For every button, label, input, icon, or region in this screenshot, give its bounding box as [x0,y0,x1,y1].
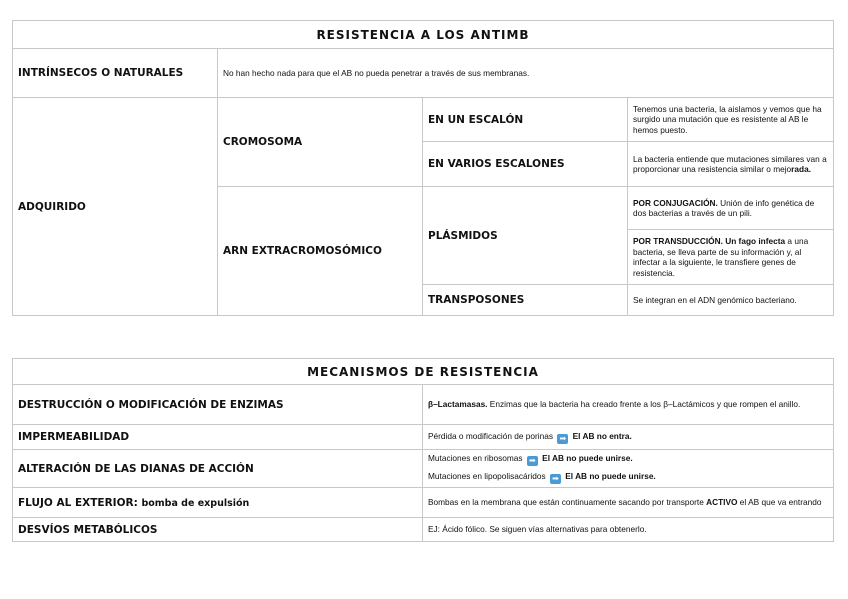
conjugacion-desc: POR CONJUGACIÓN. Unión de info genética de dos bacterias a través de un pili. [628,187,834,230]
alteracion-desc: Mutaciones en ribosomas ➡ El AB no puede unirse. Mutaciones en lipopolisacáridos ➡ El AB no puede unirse. [423,450,834,488]
transposones-desc: Se integran en el ADN genómico bacteriano. [628,285,834,316]
transposones-label: TRANSPOSONES [423,285,628,316]
arrow-right-icon: ➡ [557,434,568,444]
mecanismos-table [12,358,834,542]
intrinsecos-label: INTRÍNSECOS O NATURALES [13,49,218,98]
intrinsecos-desc: No han hecho nada para que el AB no pueda penetrar a través de sus membranas. [218,49,834,98]
arrow-right-icon: ➡ [550,474,561,484]
arn-label: ARN EXTRACROMOSÓMICO [218,187,423,316]
varios-escalones-label: EN VARIOS ESCALONES [423,142,628,187]
impermeabilidad-desc: Pérdida o modificación de porinas ➡ El AB no entra. [423,425,834,450]
un-escalon-desc: Tenemos una bacteria, la aislamos y vemos que ha surgido una mutación que es resistente al AB le hemos puesto. [628,98,834,142]
destruccion-label: DESTRUCCIÓN O MODIFICACIÓN DE ENZIMAS [13,385,423,425]
alteracion-label: ALTERACIÓN DE LAS DIANAS DE ACCIÓN [13,450,423,488]
mecanismos-title: MECANISMOS DE RESISTENCIA [13,359,834,385]
adquirido-label: ADQUIRIDO [13,98,218,316]
transduccion-desc: POR TRANSDUCCIÓN. Un fago infecta a una bacteria, se lleva parte de su información y, al infectar a la siguiente, le transfiere genes de resistencia. [628,230,834,285]
arrow-right-icon: ➡ [527,456,538,466]
resistencia-title: RESISTENCIA A LOS ANTIMB [13,21,834,49]
destruccion-desc: β–Lactamasas. Enzimas que la bacteria ha creado frente a los β–Lactámicos y que rompen el anillo. [423,385,834,425]
resistencia-table [12,20,834,316]
flujo-desc: Bombas en la membrana que están continuamente sacando por transporte ACTIVO el AB que va entrando [423,488,834,518]
desvios-label: DESVÍOS METABÓLICOS [13,518,423,542]
plasmidos-label: PLÁSMIDOS [423,187,628,285]
varios-escalones-desc: La bacteria entiende que mutaciones similares van a proporcionar una resistencia similar o mejorada. [628,142,834,187]
flujo-label: FLUJO AL EXTERIOR: bomba de expulsión [13,488,423,518]
impermeabilidad-label: IMPERMEABILIDAD [13,425,423,450]
un-escalon-label: EN UN ESCALÓN [423,98,628,142]
desvios-desc: EJ: Ácido fólico. Se siguen vías alternativas para obtenerlo. [423,518,834,542]
cromosoma-label: CROMOSOMA [218,98,423,187]
